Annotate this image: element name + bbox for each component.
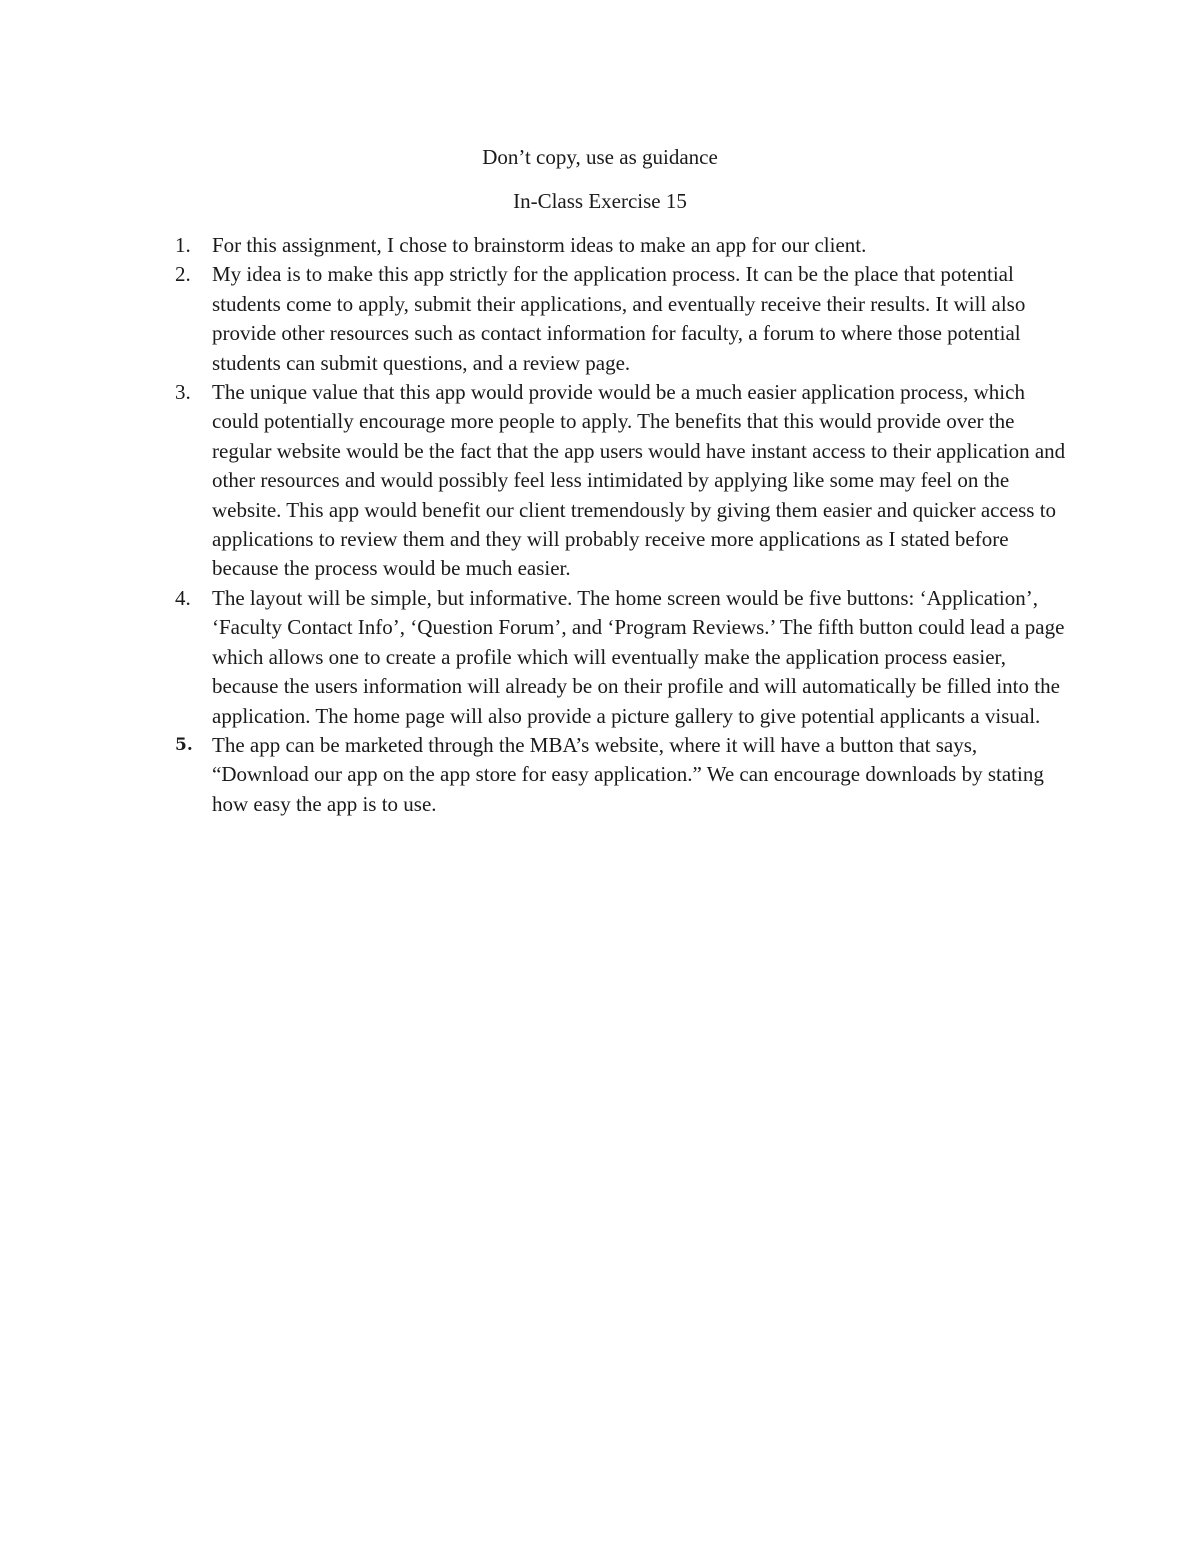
list-item-text: The layout will be simple, but informative. The home screen would be five buttons: ‘Application’, ‘Faculty Contact Info’, ‘Question Forum’, and ‘Program Reviews.’ The fifth button could lead a page which allows one to create a profile which will eventually make the application process easier, because the users information will already be on their profile and will automatically be filled into the application. The home page will also provide a picture gallery to give potential applicants a visual. xyxy=(212,585,1065,728)
list-item xyxy=(175,378,1072,584)
list-item-text: For this assignment, I chose to brainstorm ideas to make an app for our client. xyxy=(212,233,867,257)
list-item-text: My idea is to make this app strictly for the application process. It can be the place that potential students come to apply, submit their applications, and eventually receive their results. It will also provide other resources such as contact information for faculty, a forum to where those potential students can submit questions, and a review page. xyxy=(212,262,1026,375)
numbered-list xyxy=(175,231,1072,819)
list-item-number: 1. xyxy=(175,233,191,257)
list-item-number: 2. xyxy=(175,262,191,287)
list-item xyxy=(175,584,1072,731)
list-item-text: The unique value that this app would provide would be a much easier application process, which could potentially encourage more people to apply. The benefits that this would provide over the regular website would be the fact that the app users would have instant access to their application and other resources and would possibly feel less intimidated by applying like some may feel on the website. This app would benefit our client tremendously by giving them easier and quicker access to applications to review them and they will probably receive more applications as I stated before because the process would be much easier. xyxy=(212,380,1066,581)
list-item-number: 4. xyxy=(175,585,191,610)
list-item xyxy=(175,731,1072,819)
list-item xyxy=(175,231,1072,260)
list-item-text: The app can be marketed through the MBA’s website, where it will have a button that says, “Download our app on the app store for easy application.” We can encourage downloads by stating how easy the app is to use. xyxy=(212,732,1044,816)
list-item-number: 5. xyxy=(175,734,193,755)
document-note: Don’t copy, use as guidance xyxy=(482,145,718,169)
document-title: In-Class Exercise 15 xyxy=(513,189,687,213)
list-item xyxy=(175,260,1072,378)
list-item-number: 3. xyxy=(175,380,191,405)
